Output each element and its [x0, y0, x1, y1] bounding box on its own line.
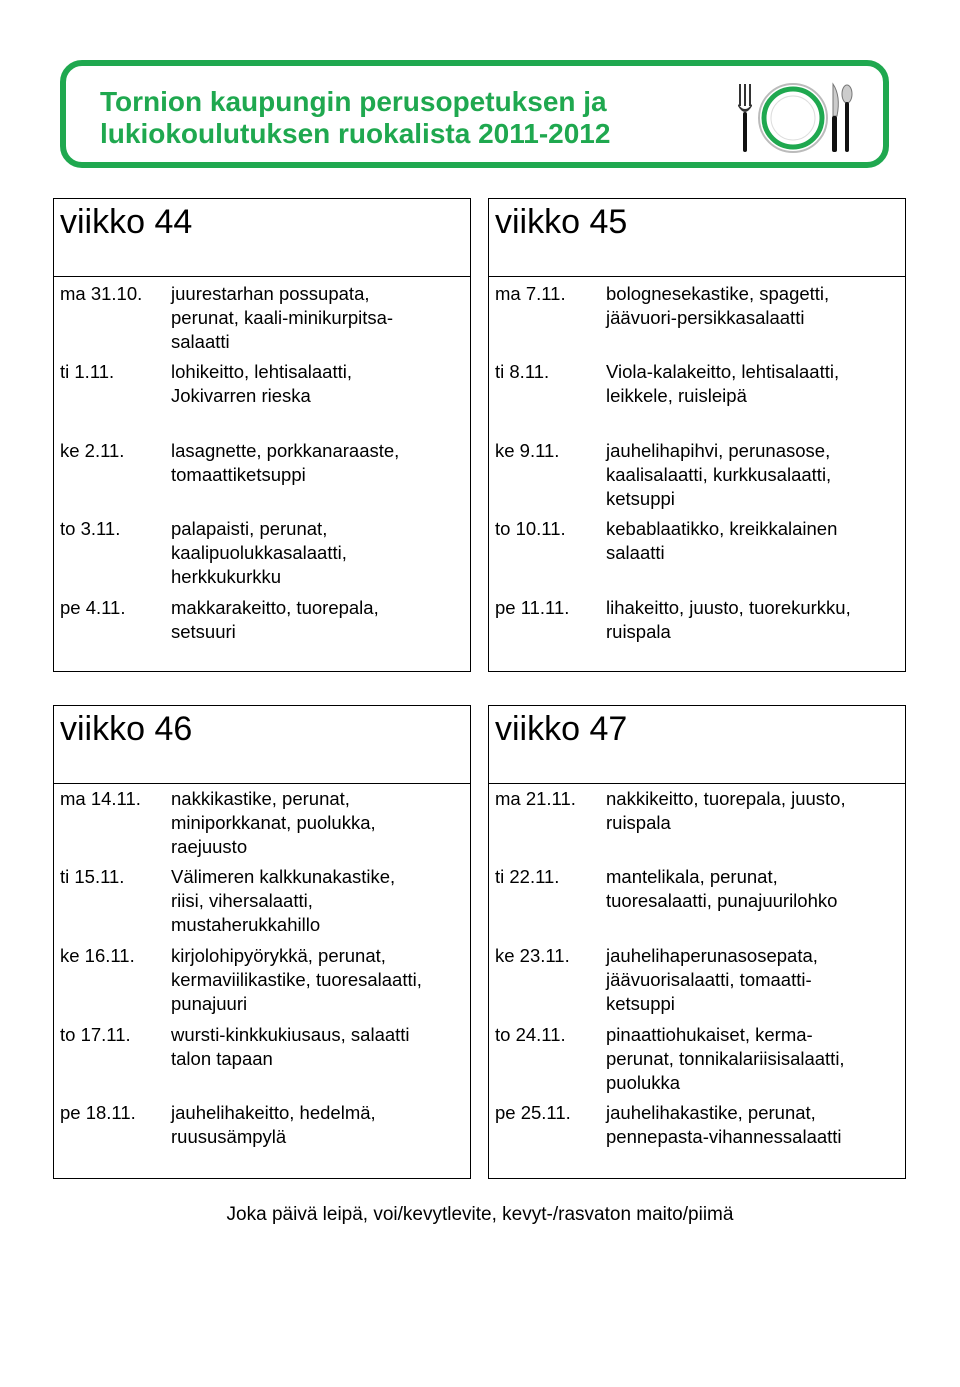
- week-header: [489, 199, 905, 277]
- menu-line: leikkele, ruisleipä: [606, 385, 747, 406]
- menu-line: kermaviilikastike, tuoresalaatti,: [171, 969, 422, 990]
- day-menu: [606, 865, 896, 913]
- menu-line: salaatti: [606, 542, 665, 563]
- day-date: to 17.11.: [60, 1024, 131, 1045]
- menu-line: perunat, tonnikalariisisalaatti,: [606, 1048, 845, 1069]
- plate-cutlery-icon: [733, 80, 853, 156]
- day-date: pe 4.11.: [60, 597, 126, 618]
- menu-line: juurestarhan possupata,: [171, 283, 370, 304]
- day-menu: [171, 1023, 461, 1071]
- day-menu: [171, 1101, 461, 1149]
- day-menu: [606, 1023, 896, 1095]
- menu-line: talon tapaan: [171, 1048, 273, 1069]
- day-menu: [606, 439, 896, 511]
- day-date: ma 7.11.: [495, 283, 566, 304]
- menu-line: kaalipuolukkasalaatti,: [171, 542, 347, 563]
- day-date: ti 8.11.: [495, 361, 550, 382]
- menu-line: punajuuri: [171, 993, 248, 1014]
- week-45-panel: [488, 198, 906, 672]
- week-47-panel: [488, 705, 906, 1179]
- menu-line: Jokivarren rieska: [171, 385, 311, 406]
- day-date: pe 18.11.: [60, 1102, 136, 1123]
- day-date: ke 2.11.: [60, 440, 125, 461]
- menu-line: setsuuri: [171, 621, 236, 642]
- menu-line: ruispala: [606, 812, 671, 833]
- menu-line: jäävuori-persikkasalaatti: [606, 307, 805, 328]
- menu-line: mantelikala, perunat,: [606, 866, 778, 887]
- day-menu: [606, 596, 896, 644]
- page-title: [100, 86, 610, 150]
- menu-line: Viola-kalakeitto, lehtisalaatti,: [606, 361, 840, 382]
- day-menu: [171, 439, 461, 487]
- day-menu: [171, 282, 461, 354]
- week-header: [54, 199, 470, 277]
- week-title: viikko 45: [495, 203, 628, 241]
- day-date: pe 11.11.: [495, 597, 570, 618]
- menu-line: lohikeitto, lehtisalaatti,: [171, 361, 352, 382]
- day-date: to 10.11.: [495, 518, 566, 539]
- day-menu: [171, 787, 461, 859]
- menu-line: perunat, kaali-minikurpitsa-: [171, 307, 394, 328]
- menu-line: jauhelihakastike, perunat,: [606, 1102, 816, 1123]
- menu-line: mustaherukkahillo: [171, 914, 321, 935]
- menu-line: herkkukurkku: [171, 566, 282, 587]
- menu-line: kaalisalaatti, kurkkusalaatti,: [606, 464, 832, 485]
- menu-line: lihakeitto, juusto, tuorekurkku,: [606, 597, 851, 618]
- menu-line: salaatti: [171, 331, 230, 352]
- day-date: ke 23.11.: [495, 945, 570, 966]
- menu-line: jauhelihapihvi, perunasose,: [606, 440, 831, 461]
- day-date: ma 31.10.: [60, 283, 143, 304]
- menu-line: jäävuorisalaatti, tomaatti-: [606, 969, 812, 990]
- menu-line: kebablaatikko, kreikkalainen: [606, 518, 838, 539]
- week-44-panel: [53, 198, 471, 672]
- day-date: to 24.11.: [495, 1024, 566, 1045]
- menu-header-banner: [60, 60, 889, 168]
- menu-line: ruususämpylä: [171, 1126, 287, 1147]
- menu-line: bolognesekastike, spagetti,: [606, 283, 830, 304]
- menu-line: tomaattiketsuppi: [171, 464, 306, 485]
- week-46-panel: [53, 705, 471, 1179]
- day-menu: [171, 944, 461, 1016]
- menu-line: miniporkkanat, puolukka,: [171, 812, 376, 833]
- day-date: ke 9.11.: [495, 440, 560, 461]
- day-date: ke 16.11.: [60, 945, 135, 966]
- menu-line: riisi, vihersalaatti,: [171, 890, 313, 911]
- day-menu: [606, 1101, 896, 1149]
- menu-line: pinaattiohukaiset, kerma-: [606, 1024, 813, 1045]
- menu-line: nakkikastike, perunat,: [171, 788, 350, 809]
- menu-line: kirjolohipyörykkä, perunat,: [171, 945, 386, 966]
- menu-line: puolukka: [606, 1072, 681, 1093]
- day-menu: [171, 360, 461, 408]
- day-date: ti 1.11.: [60, 361, 115, 382]
- title-line-1: Tornion kaupungin perusopetuksen ja: [100, 86, 607, 117]
- week-title: viikko 46: [60, 710, 193, 748]
- week-header: [489, 706, 905, 784]
- menu-line: jauhelihaperunasosepata,: [606, 945, 818, 966]
- day-date: to 3.11.: [60, 518, 121, 539]
- menu-line: nakkikeitto, tuorepala, juusto,: [606, 788, 846, 809]
- week-header: [54, 706, 470, 784]
- day-menu: [606, 282, 896, 330]
- day-date: ma 14.11.: [60, 788, 141, 809]
- day-menu: [171, 865, 461, 937]
- menu-line: jauhelihakeitto, hedelmä,: [171, 1102, 376, 1123]
- menu-line: lasagnette, porkkanaraaste,: [171, 440, 400, 461]
- menu-line: palapaisti, perunat,: [171, 518, 328, 539]
- menu-line: wursti-kinkkukiusaus, salaatti: [171, 1024, 410, 1045]
- week-title: viikko 44: [60, 203, 193, 241]
- day-menu: [606, 360, 896, 408]
- day-date: ma 21.11.: [495, 788, 576, 809]
- daily-note: Joka päivä leipä, voi/kevytlevite, kevyt-/rasvaton maito/piimä: [226, 1204, 734, 1225]
- menu-line: ruispala: [606, 621, 671, 642]
- menu-line: tuoresalaatti, punajuurilohko: [606, 890, 838, 911]
- week-title: viikko 47: [495, 710, 628, 748]
- menu-line: raejuusto: [171, 836, 248, 857]
- menu-line: ketsuppi: [606, 993, 675, 1014]
- day-menu: [171, 517, 461, 589]
- menu-line: ketsuppi: [606, 488, 675, 509]
- day-date: ti 22.11.: [495, 866, 560, 887]
- day-date: ti 15.11.: [60, 866, 125, 887]
- day-date: pe 25.11.: [495, 1102, 571, 1123]
- menu-line: Välimeren kalkkunakastike,: [171, 866, 396, 887]
- day-menu: [606, 787, 896, 835]
- day-menu: [171, 596, 461, 644]
- menu-line: makkarakeitto, tuorepala,: [171, 597, 379, 618]
- day-menu: [606, 944, 896, 1016]
- day-menu: [606, 517, 896, 565]
- menu-line: pennepasta-vihannessalaatti: [606, 1126, 842, 1147]
- title-line-2: lukiokoulutuksen ruokalista 2011-2012: [100, 118, 611, 149]
